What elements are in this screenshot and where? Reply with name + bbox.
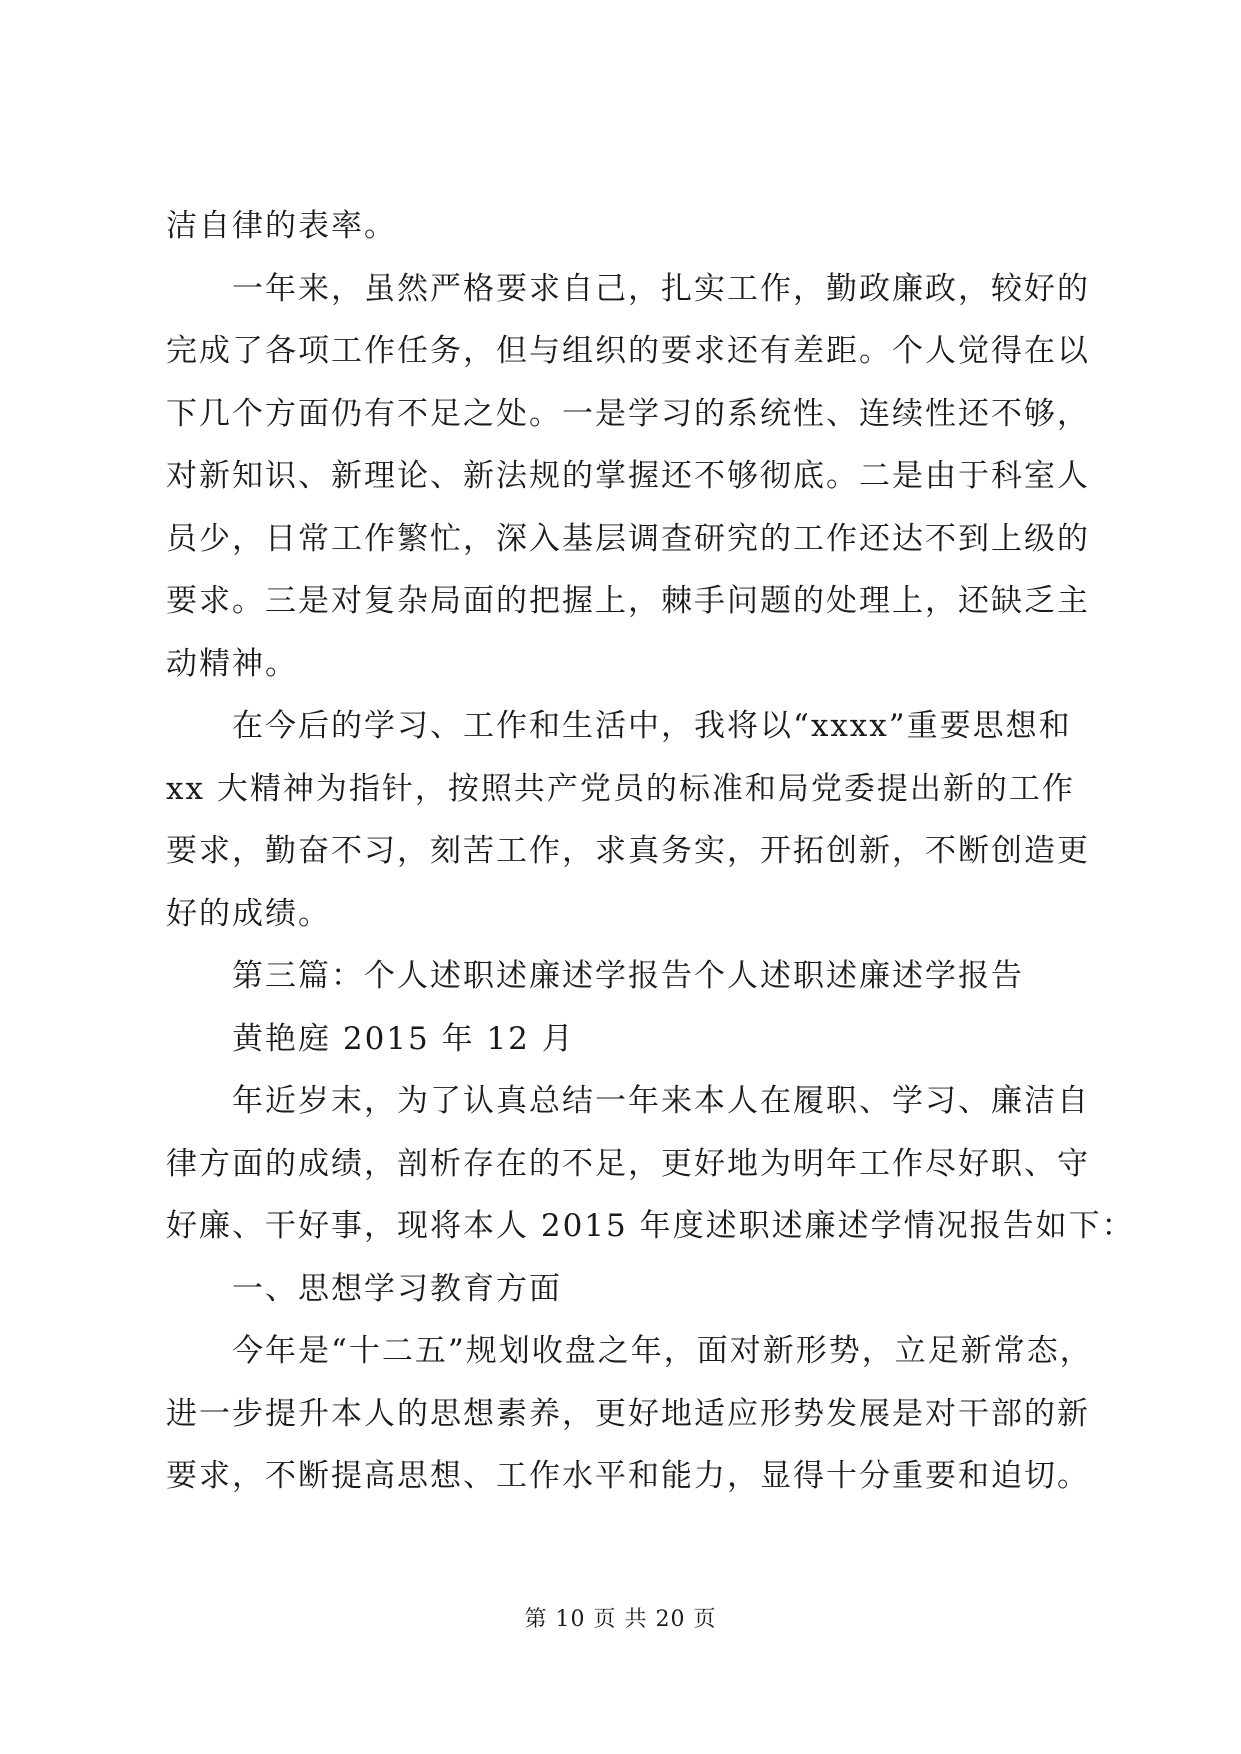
text-line: 进一步提升本人的思想素养，更好地适应形势发展是对干部的新 [166,1395,1090,1432]
text-line: 好廉、干好事，现将本人 2015 年度述职述廉述学情况报告如下： [166,1208,1135,1244]
author-date-line: 黄艳庭 2015 年 12 月 [232,1020,575,1057]
paragraph-start-line: 一年来，虽然严格要求自己，扎实工作，勤政廉政，较好的 [232,270,1090,307]
text-line: 律方面的成绩，剖析存在的不足，更好地为明年工作尽好职、守 [166,1145,1090,1182]
text-line: 下几个方面仍有不足之处。一是学习的系统性、连续性还不够， [166,395,1090,432]
section-heading: 第三篇：个人述职述廉述学报告个人述职述廉述学报告 [232,958,1024,994]
text-line: xx 大精神为指针，按照共产党员的标准和局党委提出新的工作 [166,770,1075,807]
paragraph-start-line: 年近岁末，为了认真总结一年来本人在履职、学习、廉洁自 [232,1083,1090,1119]
text-line: 员少，日常工作繁忙，深入基层调查研究的工作还达不到上级的 [166,520,1090,557]
paragraph-start-line: 今年是“十二五”规划收盘之年，面对新形势，立足新常态， [232,1333,1093,1369]
text-line: 对新知识、新理论、新法规的掌握还不够彻底。二是由于科室人 [166,458,1090,494]
text-line: 完成了各项工作任务，但与组织的要求还有差距。个人觉得在以 [166,333,1090,369]
document-body [166,195,1135,1508]
subsection-heading: 一、思想学习教育方面 [232,1270,562,1307]
text-line: 要求。三是对复杂局面的把握上，棘手问题的处理上，还缺乏主 [166,583,1090,619]
text-line: 洁自律的表率。 [166,208,397,244]
text-line: 要求，不断提高思想、工作水平和能力，显得十分重要和迫切。 [166,1458,1090,1494]
text-line: 好的成绩。 [166,895,331,932]
text-line: 要求，勤奋不习，刻苦工作，求真务实，开拓创新，不断创造更 [166,833,1090,869]
paragraph-start-line: 在今后的学习、工作和生活中，我将以“xxxx”重要思想和 [232,708,1072,744]
page-footer: 第 10 页 共 20 页 [524,1607,717,1632]
text-line: 动精神。 [166,645,298,682]
